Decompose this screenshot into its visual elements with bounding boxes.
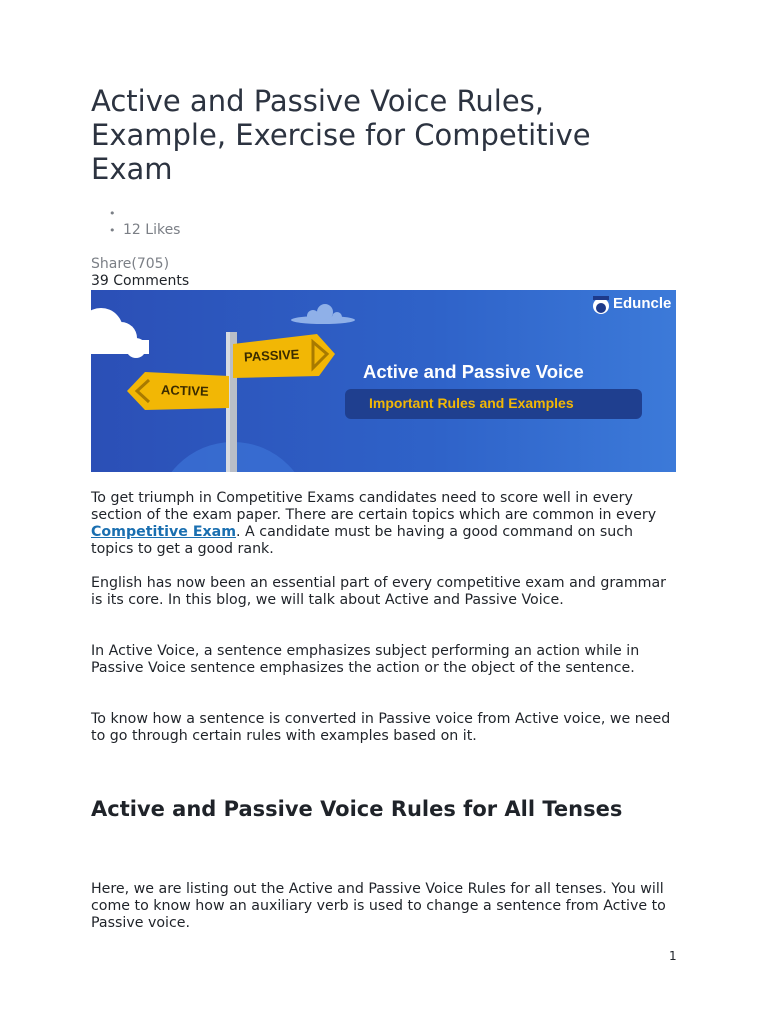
paragraph-voice-definition: In Active Voice, a sentence emphasizes subject performing an action while in Passive Voice sentence emphasizes the action or the object of the sentence. xyxy=(91,643,640,676)
article-banner-image xyxy=(91,290,676,472)
sign-passive-label: PASSIVE xyxy=(243,346,300,365)
meta-empty-bullet xyxy=(109,205,180,222)
competitive-exam-link[interactable]: Competitive Exam xyxy=(91,524,237,540)
page-number: 1 xyxy=(669,949,677,963)
paragraph-english-importance: English has now been an essential part of every competitive exam and grammar is its core. In this blog, we will talk about Active and Passive Voice. xyxy=(91,575,667,608)
banner-subheadline: Important Rules and Examples xyxy=(369,395,574,411)
article-title: Active and Passive Voice Rules, Example, Exercise for Competitive Exam xyxy=(91,84,591,186)
sign-active-label: ACTIVE xyxy=(160,382,209,399)
paragraph-conversion-intro: To know how a sentence is converted in Passive voice from Active voice, we need to go through certain rules with examples based on it. xyxy=(91,711,671,744)
eduncle-logo-icon xyxy=(593,296,609,314)
paragraph-rules-intro: Here, we are listing out the Active and Passive Voice Rules for all tenses. You will come to know how an auxiliary verb is used to change a sentence from Active to Passive voice. xyxy=(91,881,666,931)
article-meta xyxy=(91,205,180,239)
eduncle-brand: Eduncle xyxy=(613,295,672,312)
comments-count[interactable]: 39 Comments xyxy=(91,273,190,289)
banner-headline: Active and Passive Voice xyxy=(363,361,584,382)
share-link[interactable]: Share(705) xyxy=(91,256,170,272)
section-heading: Active and Passive Voice Rules for All Tenses xyxy=(91,797,623,821)
intro-paragraph: To get triumph in Competitive Exams candidates need to score well in every section of the exam paper. There are certain topics which are common in every Competitive Exam. A candidate must be having a good command on such topics to get a good rank. xyxy=(91,490,657,557)
likes-count[interactable]: • 12 Likes xyxy=(109,222,180,239)
